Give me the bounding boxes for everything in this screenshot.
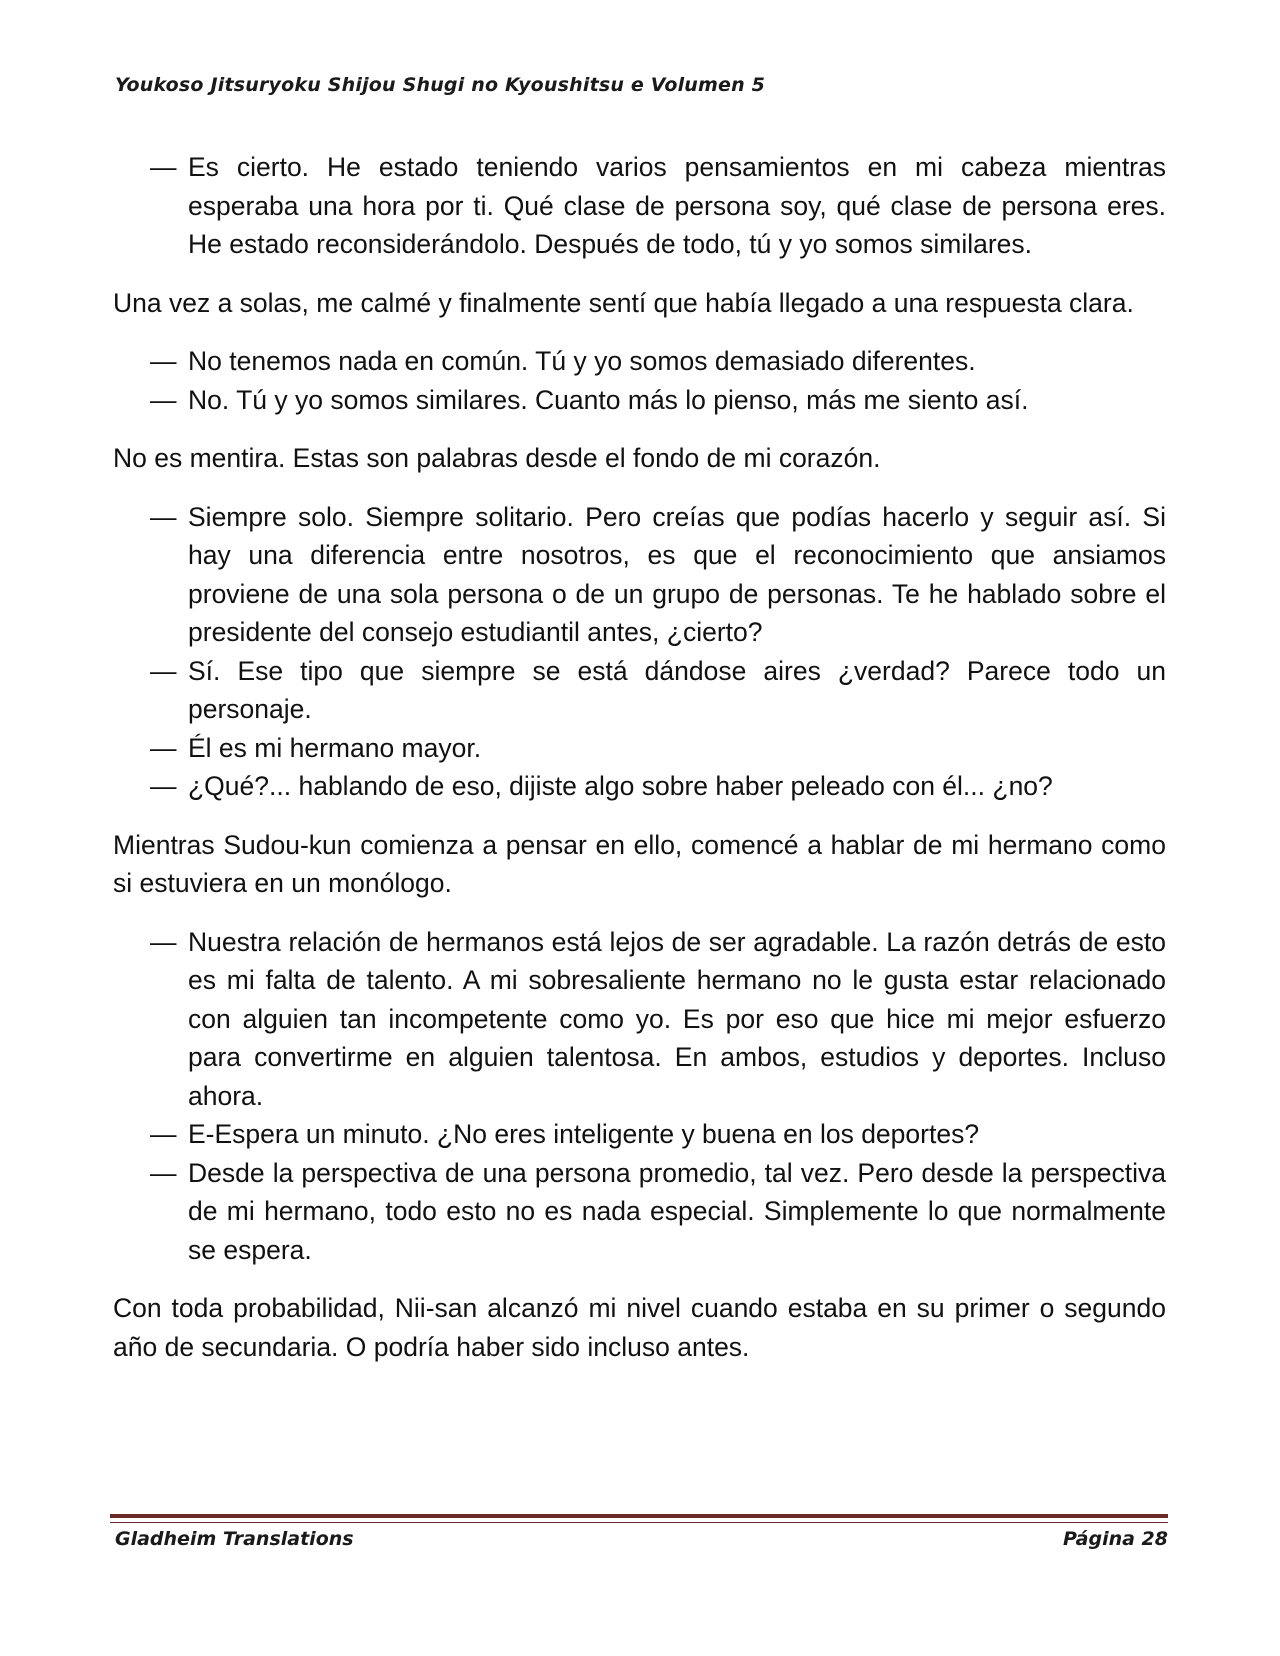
footer-divider (110, 1514, 1168, 1523)
dialogue-dash: — (150, 384, 177, 415)
dialogue-line (113, 729, 1166, 768)
dialogue-dash: — (150, 152, 177, 182)
dialogue-text: ¿Qué?... hablando de eso, dijiste algo sobre haber peleado con él... ¿no? (188, 771, 1053, 801)
narrative-paragraph: Una vez a solas, me calmé y finalmente sentí que había llegado a una respuesta clara. (113, 287, 1134, 318)
dialogue-text: E-Espera un minuto. ¿No eres inteligente y buena en los deportes? (188, 1119, 980, 1149)
dialogue-text: No tenemos nada en común. Tú y yo somos demasiado diferentes. (188, 346, 976, 376)
narrative-paragraph: No es mentira. Estas son palabras desde el fondo de mi corazón. (113, 443, 881, 473)
footer-publisher: Gladheim Translations (115, 1528, 354, 1550)
dialogue-text: Siempre solo. Siempre solitario. Pero creías que podías hacerlo y seguir así. Si hay una diferencia entre nosotros, es que el reconocimiento que ansiamos proviene de una sola persona o de un grupo de personas. Te he hablado sobre el presidente del consejo estudiantil antes, ¿cierto? (188, 501, 1166, 647)
dialogue-dash: — (150, 1157, 177, 1188)
dialogue-group (113, 923, 1166, 1270)
dialogue-dash: — (150, 732, 177, 763)
dialogue-dash: — (150, 1119, 177, 1149)
dialogue-text: Nuestra relación de hermanos está lejos de ser agradable. La razón detrás de esto es mi falta de talento. A mi sobresaliente hermano no le gusta estar relacionado con alguien tan incompetente como yo. Es por eso que hice mi mejor esfuerzo para convertirme en alguien talentosa. En ambos, estudios y deportes. Incluso ahora. (188, 926, 1166, 1111)
dialogue-dash: — (150, 501, 177, 532)
dialogue-dash: — (150, 346, 177, 376)
dialogue-text: No. Tú y yo somos similares. Cuanto más lo pienso, más me siento así. (188, 384, 1029, 415)
dialogue-line (113, 148, 1166, 264)
dialogue-line (113, 767, 1166, 806)
dialogue-text: Él es mi hermano mayor. (188, 732, 482, 763)
header-title: Youkoso Jitsuryoku Shijou Shugi no Kyoushitsu e Volumen 5 (115, 74, 766, 96)
dialogue-line (113, 923, 1166, 1116)
dialogue-group (113, 498, 1166, 806)
dialogue-dash: — (150, 655, 177, 686)
narrative-paragraph: Mientras Sudou-kun comienza a pensar en ello, comencé a hablar de mi hermano como si estuviera en un monólogo. (113, 829, 1166, 898)
dialogue-dash: — (150, 926, 177, 957)
dialogue-text: Es cierto. He estado teniendo varios pensamientos en mi cabeza mientras esperaba una hora por ti. Qué clase de persona soy, qué clase de persona eres. He estado reconsiderándolo. Después de todo, tú y yo somos similares. (188, 152, 1166, 259)
dialogue-text: Desde la perspectiva de una persona promedio, tal vez. Pero desde la perspectiva de mi hermano, todo esto no es nada especial. Simplemente lo que normalmente se espera. (188, 1157, 1166, 1265)
narrative-paragraph: Con toda probabilidad, Nii-san alcanzó mi nivel cuando estaba en su primer o segundo año de secundaria. O podría haber sido incluso antes. (113, 1293, 1166, 1362)
dialogue-text: Sí. Ese tipo que siempre se está dándose aires ¿verdad? Parece todo un personaje. (188, 655, 1166, 724)
page-number: Página 28 (1062, 1528, 1168, 1550)
dialogue-line (113, 342, 1166, 381)
dialogue-line (113, 1115, 1166, 1154)
dialogue-line (113, 652, 1166, 729)
dialogue-line (113, 498, 1166, 652)
dialogue-group (113, 148, 1166, 264)
dialogue-dash: — (150, 771, 177, 801)
dialogue-group (113, 342, 1166, 419)
dialogue-line (113, 1154, 1166, 1270)
dialogue-line (113, 381, 1166, 420)
page-body (113, 148, 1166, 1386)
